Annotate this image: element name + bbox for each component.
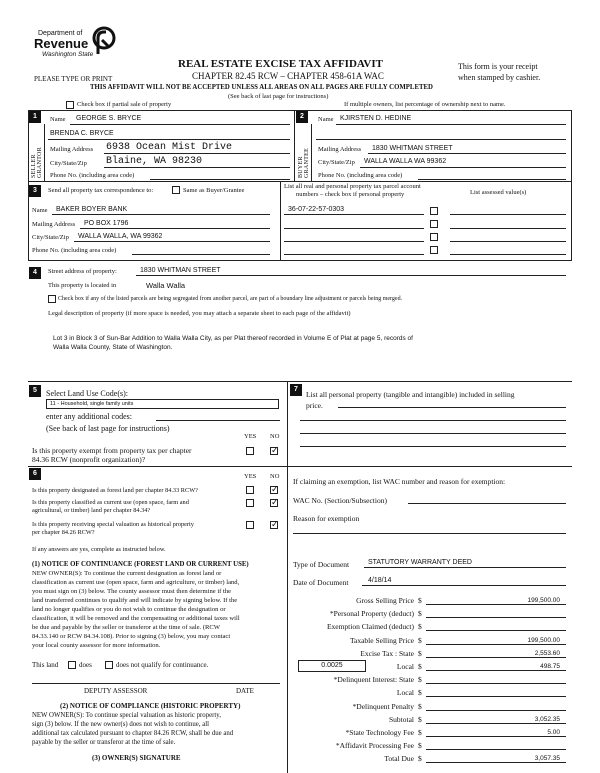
notice1-l3: you must sign on (3) below. The county assessor must then determine if the (32, 588, 232, 595)
seller-city-label: City/State/Zip (50, 160, 87, 167)
totals-row-dollar: $ (418, 741, 422, 750)
notice1-title: (1) NOTICE OF CONTINUANCE (FOREST LAND OR CURRENT USE) (32, 561, 249, 568)
section-7-number: 7 (290, 384, 302, 396)
notice1-l5: land no longer qualifies or you do not wish to continue the designation or (32, 606, 226, 613)
s3-city[interactable]: WALLA WALLA, WA 99362 (78, 233, 163, 240)
totals-row-label: Subtotal (388, 715, 414, 724)
legal-line-1[interactable]: Lot 3 in Block 3 of Sun-Bar Addition to Walla Walla City, as per Plat thereof recorded in Volume E of Plat at page 5, records of (53, 335, 413, 342)
notice1-l8: 84.33.140 or RCW 84.34.108). Prior to signing (3) below, you may contact (32, 633, 231, 640)
buyer-city[interactable]: WALLA WALLA WA 99362 (364, 158, 447, 165)
this-land-label: This land (32, 661, 59, 669)
totals-row-dollar: $ (418, 675, 422, 684)
street[interactable]: 1830 WHITMAN STREET (140, 267, 221, 274)
owner-signature: (3) OWNER(S) SIGNATURE (92, 754, 181, 762)
notice1-l2: classification as current use (open space, farm and agriculture, or timber) land, (32, 579, 240, 586)
s6-if-yes: If any answers are yes, complete as instructed below. (32, 546, 166, 553)
dor-logo-revenue: Revenue (34, 36, 89, 51)
s6-q2a: Is this property classified as current use (open space, farm and (32, 499, 189, 506)
located[interactable]: Walla Walla (146, 281, 186, 290)
notice1-l4: land transferred continues to qualify and will indicate by signing below. If the (32, 597, 238, 604)
parcel-header-1: List all real and personal property tax parcel account (284, 183, 421, 190)
deputy-assessor: DEPUTY ASSESSOR (84, 687, 148, 695)
reason-label: Reason for exemption (293, 514, 360, 523)
assessed-header: List assessed value(s) (470, 189, 527, 196)
notice2-title: (2) NOTICE OF COMPLIANCE (HISTORIC PROPERTY) (60, 702, 241, 710)
notice2-l2: sign (3) below. If the new owner(s) does not wish to continue, all (32, 721, 209, 728)
totals-row-label: Exemption Claimed (deduct) (326, 622, 414, 631)
totals-row-label: Local (396, 662, 414, 671)
warning-line: THIS AFFIDAVIT WILL NOT BE ACCEPTED UNLESS ALL AREAS ON ALL PAGES ARE FULLY COMPLETED (90, 84, 433, 91)
parcel-3-checkbox[interactable] (430, 233, 438, 241)
s6-q1: Is this property designated as forest land per chapter 84.33 RCW? (32, 487, 198, 494)
notice1-l7: be due and payable by the seller or transferor at the time of sale. (RCW (32, 624, 221, 631)
section-1-number: 1 (29, 111, 41, 123)
seller-city[interactable]: Blaine, WA 98230 (106, 156, 203, 167)
historic-no-checkbox[interactable] (270, 521, 278, 529)
buyer-name-1[interactable]: KJIRSTEN D. HEDINE (340, 115, 412, 122)
does-not-label: does not qualify for continuance. (116, 661, 209, 669)
notice2-l4: payable by the seller or transferor at the time of sale. (32, 739, 176, 746)
seller-mailing[interactable]: 6938 Ocean Mist Drive (106, 142, 233, 153)
local-rate-box[interactable]: 0.0025 (298, 660, 366, 672)
notice1-l9: your local county assessor for more information. (32, 642, 161, 649)
buyer-side-label: BUYER GRANTEE (298, 147, 310, 178)
seller-name-2[interactable]: BRENDA C. BRYCE (50, 130, 114, 137)
totals-row-label: *Personal Property (deduct) (329, 609, 414, 618)
s7-line-1: List all personal property (tangible and intangible) included in selling (306, 390, 515, 399)
s6-no: NO (270, 473, 280, 480)
dor-logo-icon (92, 26, 116, 56)
segregated-label: Check box if any of the listed parcels are being segregated from another parcel, are part of a boundary line adjustment or parcels being merged. (58, 296, 403, 302)
s3-city-label: City/State/Zip (32, 234, 69, 241)
notice1-l6: classification, it will be removed and the compensating or additional taxes will (32, 615, 240, 622)
land-use-label: Select Land Use Code(s): (46, 389, 128, 398)
forest-no-checkbox[interactable] (270, 486, 278, 494)
notice2-l3: additional tax calculated pursuant to chapter 84.26 RCW, shall be due and (32, 730, 234, 737)
totals-row-label: Gross Selling Price (356, 596, 414, 605)
s3-mailing-label: Mailing Address (32, 221, 76, 228)
form-title: REAL ESTATE EXCISE TAX AFFIDAVIT (178, 58, 383, 70)
street-label: Street address of property: (48, 268, 117, 275)
same-as-buyer-checkbox[interactable] (172, 186, 180, 194)
section-6-number: 6 (29, 468, 41, 480)
s5-see-back: (See back of last page for instructions) (46, 424, 170, 433)
additional-codes-label: enter any additional codes: (46, 412, 132, 421)
notice2-l1: NEW OWNER(S): To continue special valuation as historic property, (32, 712, 221, 719)
section-3-number: 3 (29, 185, 41, 197)
seller-side-label: SELLER GRANTOR (31, 147, 43, 178)
land-use-value: 11 - Household, single family units (50, 401, 134, 407)
doc-type-label: Type of Document (293, 560, 350, 569)
s3-name-label: Name (32, 207, 48, 214)
does-checkbox[interactable] (68, 661, 76, 669)
does-label: does (79, 661, 92, 669)
buyer-city-label: City/State/Zip (318, 159, 355, 166)
s7-line-2: price. (306, 401, 323, 410)
deputy-date: DATE (236, 687, 254, 695)
totals-row-value[interactable]: 3,057.35 (534, 755, 560, 762)
same-as-buyer-label: Same as Buyer/Grantee (183, 187, 245, 194)
exempt-no-checkbox[interactable] (270, 447, 278, 455)
doc-date-label: Date of Document (293, 578, 349, 587)
partial-sale-label: Check box if partial sale of property (77, 101, 172, 108)
partial-sale-checkbox[interactable] (66, 101, 74, 109)
parcel-header-2: numbers – check box if personal property (296, 191, 405, 198)
totals-row-value[interactable]: 498.75 (540, 663, 560, 670)
exempt-q2: 84.36 RCW (nonprofit organization)? (32, 455, 146, 464)
dor-logo-dept: Department of (38, 30, 83, 37)
totals-row-label: *State Technology Fee (345, 728, 414, 737)
forest-yes-checkbox[interactable] (246, 486, 254, 494)
exempt-q1: Is this property exempt from property tax per chapter (32, 446, 192, 455)
totals-row-dollar: $ (418, 622, 422, 631)
section-5-number: 5 (29, 385, 41, 397)
totals-row-dollar: $ (418, 609, 422, 618)
current-use-yes-checkbox[interactable] (246, 499, 254, 507)
receipt-line1: This form is your receipt (458, 62, 538, 71)
totals-row-value[interactable]: 199,500.00 (527, 637, 560, 644)
totals-row-dollar: $ (418, 715, 422, 724)
totals-row-value[interactable]: 199,500.00 (527, 597, 560, 604)
seller-name-label: Name (50, 116, 66, 123)
s5-no: NO (270, 433, 280, 440)
legal-line-2[interactable]: Walla Walla County, State of Washington. (53, 344, 173, 351)
receipt-line2: when stamped by cashier. (458, 73, 541, 82)
dor-logo-state: Washington State (42, 51, 94, 58)
totals-row-label: *Affidavit Processing Fee (335, 741, 414, 750)
section-4-number: 4 (29, 267, 41, 279)
seller-mailing-label: Mailing Address (50, 146, 94, 153)
located-label: This property is located in (48, 282, 117, 289)
buyer-mailing[interactable]: 1830 WHITMAN STREET (372, 145, 453, 152)
parcel-1[interactable]: 36-07-22-57-0303 (288, 206, 345, 213)
s3-mailing[interactable]: PO BOX 1796 (84, 220, 129, 227)
totals-row-value[interactable]: 5.00 (547, 729, 560, 736)
section-2-number: 2 (296, 111, 308, 123)
exemption-claim: If claiming an exemption, list WAC number and reason for exemption: (293, 477, 506, 486)
seller-name-1[interactable]: GEORGE S. BRYCE (76, 115, 142, 122)
notice1-l1: NEW OWNER(S): To continue the current designation as forest land or (32, 570, 222, 577)
totals-row-label: Total Due (384, 754, 414, 763)
totals-row-value[interactable]: 3,052.35 (534, 716, 560, 723)
totals-row-label: *Delinquent Interest: State (333, 675, 414, 684)
totals-row-label: Taxable Selling Price (349, 636, 414, 645)
current-use-no-checkbox[interactable] (270, 499, 278, 507)
see-back: (See back of last page for instructions) (228, 93, 329, 100)
buyer-phone-label: Phone No. (including area code) (318, 172, 403, 179)
parcel-2-checkbox[interactable] (430, 220, 438, 228)
totals-row-label: Local (396, 688, 414, 697)
multiple-owners-note: If multiple owners, list percentage of ownership next to name. (344, 101, 506, 108)
totals-row-dollar: $ (418, 649, 422, 658)
totals-row-dollar: $ (418, 702, 422, 711)
form-chapter: CHAPTER 82.45 RCW – CHAPTER 458-61A WAC (192, 71, 384, 81)
seller-phone-label: Phone No. (including area code) (50, 172, 135, 179)
legal-label: Legal description of property (if more space is needed, you may attach a separate sheet to each page of the affidavit) (48, 310, 351, 317)
buyer-mailing-label: Mailing Address (318, 146, 362, 153)
land-use-select[interactable] (46, 399, 279, 409)
totals-row-dollar: $ (418, 596, 422, 605)
totals-row-value[interactable]: 2,553.60 (534, 650, 560, 657)
send-correspondence-label: Send all property tax correspondence to: (48, 187, 154, 194)
s3-name[interactable]: BAKER BOYER BANK (56, 206, 128, 213)
buyer-name-label: Name (318, 116, 334, 123)
totals-row-dollar: $ (418, 688, 422, 697)
header (0, 0, 600, 110)
totals-row-dollar: $ (418, 754, 422, 763)
does-not-checkbox[interactable] (105, 661, 113, 669)
s6-q2b: agricultural, or timber) land per chapter 84.34? (32, 507, 151, 514)
historic-yes-checkbox[interactable] (246, 521, 254, 529)
totals-row-dollar: $ (418, 728, 422, 737)
parcel-1-checkbox[interactable] (430, 207, 438, 215)
doc-date[interactable]: 4/18/14 (368, 577, 392, 584)
s5-yes: YES (244, 433, 257, 440)
exempt-yes-checkbox[interactable] (246, 447, 254, 455)
totals-row-label: Excise Tax : State (360, 649, 414, 658)
wac-label: WAC No. (Section/Subsection) (293, 496, 387, 505)
totals-row-dollar: $ (418, 662, 422, 671)
totals-row-dollar: $ (418, 636, 422, 645)
parcel-4-checkbox[interactable] (430, 246, 438, 254)
please-type: PLEASE TYPE OR PRINT (34, 75, 113, 83)
segregated-checkbox[interactable] (48, 295, 56, 303)
s6-q3a: Is this property receiving special valuation as historical property (32, 521, 194, 528)
doc-type[interactable]: STATUTORY WARRANTY DEED (368, 559, 472, 566)
totals-row-label: *Delinquent Penalty (352, 702, 414, 711)
s6-yes: YES (244, 473, 257, 480)
s6-q3b: per chapter 84.26 RCW? (32, 529, 95, 536)
s3-phone-label: Phone No. (including area code) (32, 247, 117, 254)
